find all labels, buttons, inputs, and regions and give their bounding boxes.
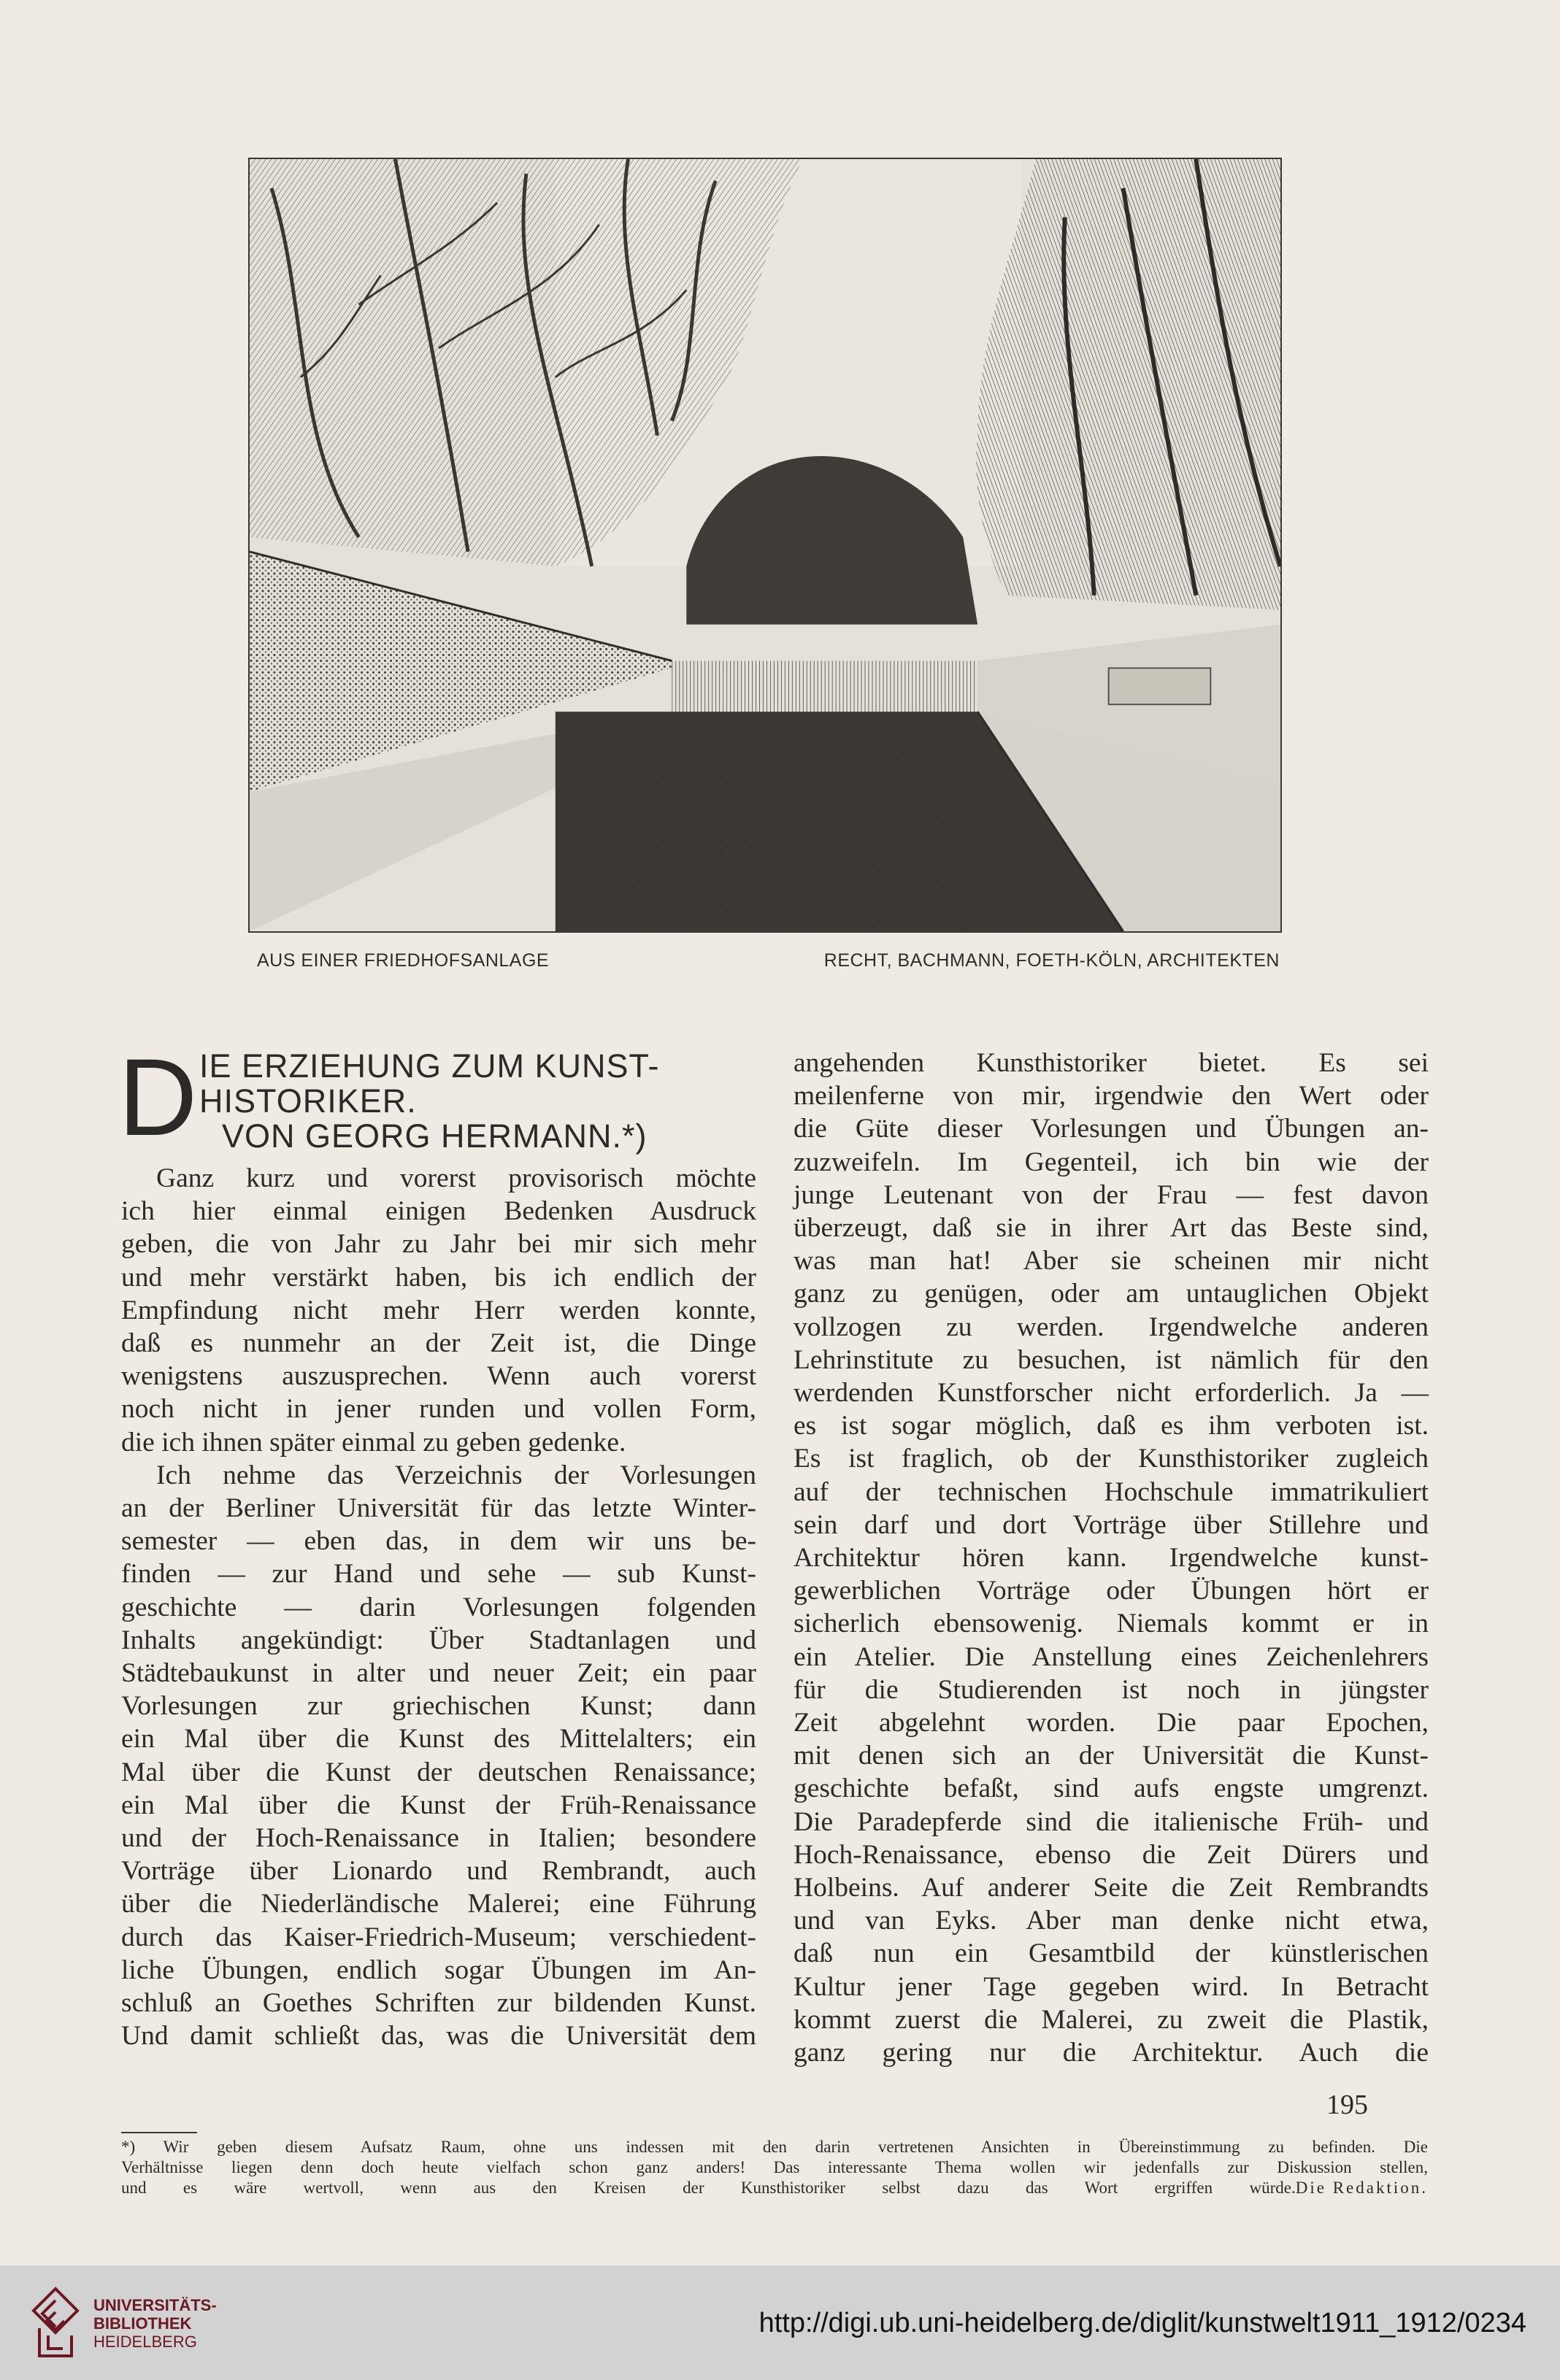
text-line: und der Hoch-Renaissance in Italien; besondere <box>121 1823 756 1854</box>
article-column-left <box>118 1036 756 2052</box>
title-line-1: IE ERZIEHUNG ZUM KUNST- <box>199 1047 660 1085</box>
library-footer-bar <box>0 2265 1560 2380</box>
text-line: ein Mal über die Kunst der Früh-Renaissance <box>121 1790 756 1820</box>
text-line: Vorträge über Lionardo und Rembrandt, auch <box>121 1856 756 1887</box>
text-line: auf der technischen Hochschule immatrikuliert <box>794 1476 1429 1507</box>
text-line: liche Übungen, endlich sogar Übungen im An- <box>121 1955 756 1985</box>
text-line: über die Niederländische Malerei; eine Führung <box>121 1889 756 1919</box>
cemetery-illustration <box>250 159 1280 931</box>
text-line: Architektur hören kann. Irgendwelche kunst- <box>794 1543 1429 1574</box>
text-line: sicherlich ebensowenig. Niemals kommt er in <box>794 1609 1429 1639</box>
footnote-line: Verhältnisse liegen denn doch heute vielfach schon ganz anders! Das interessante Thema wollen wir jedenfalls zur Diskussion stellen, <box>121 2158 1428 2176</box>
text-line: Es ist fraglich, ob der Kunsthistoriker zugleich <box>794 1444 1429 1474</box>
text-line: zuzweifeln. Im Gegenteil, ich bin wie der <box>794 1147 1429 1177</box>
library-name-line: UNIVERSITÄTS- <box>93 2296 217 2314</box>
text-line: daß nun ein Gesamtbild der künstlerischen <box>794 1938 1429 1969</box>
title-line-2: HISTORIKER. <box>199 1082 417 1120</box>
text-line: mit denen sich an der Universität die Kunst- <box>794 1741 1429 1771</box>
text-line: Mal über die Kunst der deutschen Renaissance; <box>121 1757 756 1787</box>
right-column-text <box>794 1047 1429 2069</box>
page-number: 195 <box>1326 2090 1368 2120</box>
text-line: Die Paradepferde sind die italienische Früh- und <box>794 1806 1429 1837</box>
text-line: meilenferne von mir, irgendwie den Wert oder <box>794 1081 1429 1112</box>
library-name-line: BIBLIOTHEK <box>93 2314 192 2333</box>
left-column-text <box>121 1162 756 2052</box>
text-line: schluß an Goethes Schriften zur bildenden Kunst. <box>121 1988 756 2019</box>
drop-cap: D <box>118 1036 198 1158</box>
article-column-right <box>794 1047 1429 2069</box>
text-line: noch nicht in jener runden und vollen Form, <box>121 1394 756 1425</box>
text-line: wenigstens auszusprechen. Wenn auch vorerst <box>121 1361 756 1392</box>
text-line: überzeugt, daß sie in ihrer Art das Beste sind, <box>794 1213 1429 1244</box>
text-line: Holbeins. Auf anderer Seite die Zeit Rembrandts <box>794 1873 1429 1903</box>
footnote-line: *) Wir geben diesem Aufsatz Raum, ohne uns indessen mit den darin vertretenen Ansichten in Übereinstimmung zu befinden. Die <box>121 2138 1428 2156</box>
text-line: Und damit schließt das, was die Universität dem <box>121 2021 756 2052</box>
library-name-line: HEIDELBERG <box>93 2333 197 2351</box>
footnote <box>121 2137 1428 2198</box>
text-line: finden — zur Hand und sehe — sub Kunst- <box>121 1559 756 1590</box>
text-line: geben, die von Jahr zu Jahr bei mir sich mehr <box>121 1229 756 1260</box>
library-logo-icon[interactable] <box>26 2284 85 2360</box>
text-line: geschichte befaßt, sind aufs engste umgrenzt. <box>794 1774 1429 1804</box>
footnote-signature: Die Redaktion. <box>1295 2179 1428 2197</box>
text-line: Ich nehme das Verzeichnis der Vorlesungen <box>156 1460 756 1490</box>
footnote-rule <box>121 2132 197 2133</box>
text-line: und van Eyks. Aber man denke nicht etwa, <box>794 1906 1429 1936</box>
text-line: ein Atelier. Die Anstellung eines Zeichenlehrers <box>794 1641 1429 1672</box>
text-line: Ganz kurz und vorerst provisorisch möchte <box>156 1163 756 1193</box>
text-line: daß es nunmehr an der Zeit ist, die Dinge <box>121 1328 756 1359</box>
text-line: ein Mal über die Kunst des Mittelalters; ein <box>121 1724 756 1755</box>
footnote-line-text: und es wäre wertvoll, wenn aus den Kreisen der Kunsthistoriker selbst dazu das Wort ergriffen würde. <box>121 2179 1296 2197</box>
text-line: vollzogen zu werden. Irgendwelche anderen <box>794 1312 1429 1342</box>
text-line: kommt zuerst die Malerei, zu zweit die Plastik, <box>794 2004 1429 2035</box>
figure-caption-credit: RECHT, BACHMANN, FOETH-KÖLN, ARCHITEKTEN <box>823 950 1280 971</box>
text-line: die ich ihnen später einmal zu geben gedenke. <box>121 1427 626 1457</box>
text-line: semester — eben das, in dem wir uns be- <box>121 1526 756 1557</box>
text-line: durch das Kaiser-Friedrich-Museum; verschiedent- <box>121 1922 756 1952</box>
footnote-line <box>121 2178 1428 2198</box>
library-name[interactable] <box>93 2296 217 2351</box>
cemetery-engraving <box>248 158 1282 933</box>
text-line: ganz gering nur die Architektur. Auch die <box>794 2038 1429 2068</box>
text-line: werdenden Kunstforscher nicht erforderlich. Ja — <box>794 1378 1429 1409</box>
text-line: geschichte — darin Vorlesungen folgenden <box>121 1592 756 1622</box>
text-line: an der Berliner Universität für das letzte Winter- <box>121 1493 756 1524</box>
text-line: Inhalts angekündigt: Über Stadtanlagen und <box>121 1625 756 1655</box>
text-line: ich hier einmal einigen Bedenken Ausdruck <box>121 1196 756 1227</box>
article-title <box>118 1036 756 1162</box>
text-line: es ist sogar möglich, daß es ihm verboten ist. <box>794 1411 1429 1441</box>
text-line: für die Studierenden ist noch in jüngster <box>794 1674 1429 1705</box>
text-line: Städtebaukunst in alter und neuer Zeit; ein paar <box>121 1658 756 1689</box>
author-byline: VON GEORG HERMANN.*) <box>222 1117 648 1155</box>
text-line: Hoch-Renaissance, ebenso die Zeit Dürers und <box>794 1839 1429 1870</box>
text-line: die Güte dieser Vorlesungen und Übungen an- <box>794 1114 1429 1144</box>
text-line: sein darf und dort Vorträge über Stillehre und <box>794 1509 1429 1540</box>
permalink-url[interactable]: http://digi.ub.uni-heidelberg.de/diglit/kunstwelt1911_1912/0234 <box>758 2308 1526 2338</box>
text-line: junge Leutenant von der Frau — fest davon <box>794 1179 1429 1210</box>
text-line: und mehr verstärkt haben, bis ich endlich der <box>121 1262 756 1293</box>
text-line: angehenden Kunsthistoriker bietet. Es sei <box>794 1048 1429 1078</box>
figure-caption-title: AUS EINER FRIEDHOFSANLAGE <box>257 950 550 971</box>
text-line: Vorlesungen zur griechischen Kunst; dann <box>121 1691 756 1722</box>
text-line: was man hat! Aber sie scheinen mir nicht <box>794 1246 1429 1276</box>
text-line: Empfindung nicht mehr Herr werden konnte, <box>121 1295 756 1325</box>
text-line: Kultur jener Tage gegeben wird. In Betracht <box>794 1971 1429 2002</box>
text-line: ganz zu genügen, oder am untauglichen Objekt <box>794 1279 1429 1309</box>
text-line: gewerblichen Vorträge oder Übungen hört er <box>794 1576 1429 1606</box>
text-line: Zeit abgelehnt worden. Die paar Epochen, <box>794 1708 1429 1738</box>
text-line: Lehrinstitute zu besuchen, ist nämlich für den <box>794 1344 1429 1375</box>
